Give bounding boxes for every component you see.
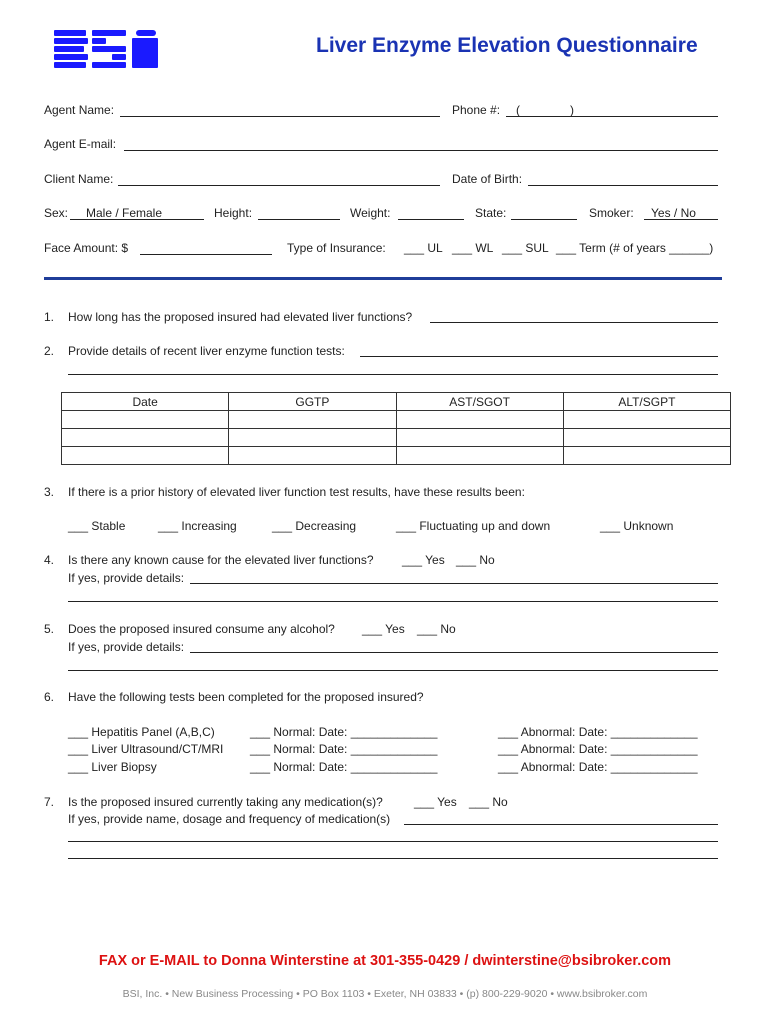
q6-abnormal-biopsy[interactable]: ___ Abnormal: Date: _____________ xyxy=(498,760,698,774)
q7-details-field-2[interactable] xyxy=(68,841,718,842)
page-title: Liver Enzyme Elevation Questionnaire xyxy=(316,34,698,57)
q4-no-option[interactable]: ___ No xyxy=(456,553,495,567)
q5-details-label: If yes, provide details: xyxy=(68,640,185,654)
q4-details-field[interactable] xyxy=(190,583,718,584)
insurance-wl-option[interactable]: ___ WL xyxy=(452,241,494,255)
q6-test-ultrasound[interactable]: ___ Liver Ultrasound/CT/MRI xyxy=(68,742,224,756)
table-cell[interactable] xyxy=(62,411,229,429)
q4-number: 4. xyxy=(44,553,55,567)
q4-yes-option[interactable]: ___ Yes xyxy=(402,553,445,567)
q5-number: 5. xyxy=(44,622,55,636)
q4-text: Is there any known cause for the elevated liver functions? xyxy=(68,553,374,567)
insurance-term-option[interactable]: ___ Term (# of years ______) xyxy=(556,241,714,255)
table-cell[interactable] xyxy=(229,447,396,465)
phone-field[interactable] xyxy=(506,116,718,117)
q3-option-decreasing[interactable]: ___ Decreasing xyxy=(272,519,357,533)
sex-label: Sex: xyxy=(44,206,69,220)
q4-details-label: If yes, provide details: xyxy=(68,571,185,585)
weight-field[interactable] xyxy=(398,219,464,220)
section-divider xyxy=(44,277,722,280)
q6-abnormal-ultrasound[interactable]: ___ Abnormal: Date: _____________ xyxy=(498,742,698,756)
q7-yes-option[interactable]: ___ Yes xyxy=(414,795,457,809)
q7-no-option[interactable]: ___ No xyxy=(469,795,508,809)
q2-answer-field-2[interactable] xyxy=(68,374,718,375)
table-cell[interactable] xyxy=(229,411,396,429)
q1-text: How long has the proposed insured had elevated liver functions? xyxy=(68,310,413,324)
table-cell[interactable] xyxy=(563,447,730,465)
sex-options[interactable]: Male / Female xyxy=(86,206,163,220)
face-amount-field[interactable] xyxy=(140,254,272,255)
q1-number: 1. xyxy=(44,310,55,324)
q6-normal-biopsy[interactable]: ___ Normal: Date: _____________ xyxy=(250,760,438,774)
client-name-label: Client Name: xyxy=(44,172,114,186)
table-cell[interactable] xyxy=(229,429,396,447)
q6-normal-hepatitis[interactable]: ___ Normal: Date: _____________ xyxy=(250,725,438,739)
agent-name-label: Agent Name: xyxy=(44,103,115,117)
q6-test-biopsy[interactable]: ___ Liver Biopsy xyxy=(68,760,157,774)
agent-name-field[interactable] xyxy=(120,116,440,117)
q6-text: Have the following tests been completed for the proposed insured? xyxy=(68,690,424,704)
table-cell[interactable] xyxy=(396,411,563,429)
phone-label: Phone #: xyxy=(452,103,501,117)
height-field[interactable] xyxy=(258,219,340,220)
q5-text: Does the proposed insured consume any alcohol? xyxy=(68,622,335,636)
q3-option-fluctuating[interactable]: ___ Fluctuating up and down xyxy=(396,519,551,533)
height-label: Height: xyxy=(214,206,253,220)
state-field[interactable] xyxy=(511,219,577,220)
q6-number: 6. xyxy=(44,690,55,704)
table-header-ast: AST/SGOT xyxy=(396,393,563,411)
agent-email-field[interactable] xyxy=(124,150,718,151)
table-cell[interactable] xyxy=(563,411,730,429)
table-header-row xyxy=(62,393,731,411)
dob-field[interactable] xyxy=(528,185,718,186)
q7-details-field-3[interactable] xyxy=(68,858,718,859)
q5-details-field[interactable] xyxy=(190,652,718,653)
q3-option-increasing[interactable]: ___ Increasing xyxy=(158,519,237,533)
q4-details-field-2[interactable] xyxy=(68,601,718,602)
q5-yes-option[interactable]: ___ Yes xyxy=(362,622,405,636)
insurance-ul-option[interactable]: ___ UL xyxy=(404,241,443,255)
fax-email-instructions: FAX or E-MAIL to Donna Winterstine at 301-355-0429 / dwinterstine@bsibroker.com xyxy=(98,953,672,969)
q6-normal-ultrasound[interactable]: ___ Normal: Date: _____________ xyxy=(250,742,438,756)
table-cell[interactable] xyxy=(396,447,563,465)
table-cell[interactable] xyxy=(62,447,229,465)
q5-details-field-2[interactable] xyxy=(68,670,718,671)
table-header-ggtp: GGTP xyxy=(229,393,396,411)
q3-option-unknown[interactable]: ___ Unknown xyxy=(600,519,674,533)
q2-answer-field[interactable] xyxy=(360,356,718,357)
phone-paren-close: ) xyxy=(570,103,574,117)
table-cell[interactable] xyxy=(563,429,730,447)
smoker-label: Smoker: xyxy=(589,206,634,220)
table-row xyxy=(62,429,731,447)
client-name-field[interactable] xyxy=(118,185,440,186)
q6-abnormal-hepatitis[interactable]: ___ Abnormal: Date: _____________ xyxy=(498,725,698,739)
table-cell[interactable] xyxy=(62,429,229,447)
state-label: State: xyxy=(475,206,507,220)
dob-label: Date of Birth: xyxy=(452,172,523,186)
table-header-date: Date xyxy=(62,393,229,411)
face-amount-label: Face Amount: $ xyxy=(44,241,129,255)
company-address: BSI, Inc. • New Business Processing • PO Box 1103 • Exeter, NH 03833 • (p) 800-229-9020 • www.bsibroker.com xyxy=(122,988,648,1000)
q5-no-option[interactable]: ___ No xyxy=(417,622,456,636)
q1-answer-field[interactable] xyxy=(430,322,718,323)
q2-number: 2. xyxy=(44,344,55,358)
smoker-options[interactable]: Yes / No xyxy=(651,206,696,220)
table-row xyxy=(62,411,731,429)
q7-number: 7. xyxy=(44,795,55,809)
agent-email-label: Agent E-mail: xyxy=(44,137,117,151)
q7-details-label: If yes, provide name, dosage and frequency of medication(s) xyxy=(68,812,391,826)
sex-underline xyxy=(70,219,204,220)
insurance-sul-option[interactable]: ___ SUL xyxy=(502,241,549,255)
table-row xyxy=(62,447,731,465)
smoker-underline xyxy=(644,219,718,220)
q7-details-field[interactable] xyxy=(404,824,718,825)
table-cell[interactable] xyxy=(396,429,563,447)
q3-option-stable[interactable]: ___ Stable xyxy=(68,519,126,533)
q2-text: Provide details of recent liver enzyme function tests: xyxy=(68,344,345,358)
q3-text: If there is a prior history of elevated liver function test results, have these results been: xyxy=(68,485,525,499)
phone-paren-open: ( xyxy=(516,103,520,117)
q6-test-hepatitis[interactable]: ___ Hepatitis Panel (A,B,C) xyxy=(68,725,215,739)
bsi-logo xyxy=(52,28,162,70)
weight-label: Weight: xyxy=(350,206,391,220)
liver-test-table xyxy=(61,392,731,465)
q7-text: Is the proposed insured currently taking any medication(s)? xyxy=(68,795,383,809)
table-header-alt: ALT/SGPT xyxy=(563,393,730,411)
insurance-type-label: Type of Insurance: xyxy=(287,241,386,255)
q3-number: 3. xyxy=(44,485,55,499)
